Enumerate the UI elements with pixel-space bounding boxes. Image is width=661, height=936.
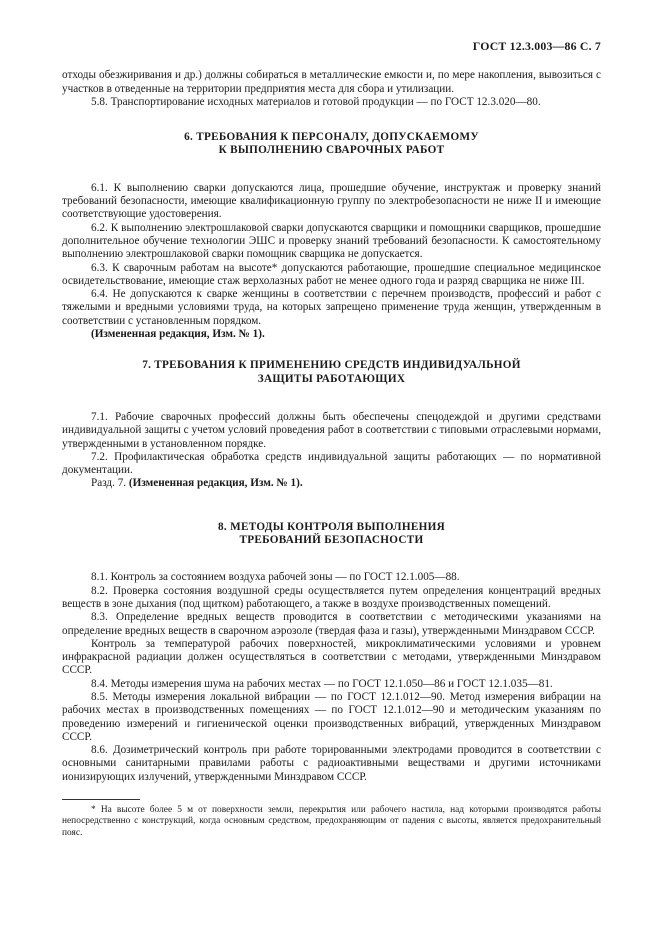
page-header: ГОСТ 12.3.003—86 С. 7 <box>472 39 601 53</box>
section-7-heading-line1: 7. ТРЕБОВАНИЯ К ПРИМЕНЕНИЮ СРЕДСТВ ИНДИВИДУАЛЬНОЙ <box>142 359 521 372</box>
razd-7-prefix: Разд. 7. <box>91 477 127 490</box>
paragraph-8-3: 8.3. Определение вредных веществ проводится в соответствии с методическими указаниями на определение вредных веществ в сварочном аэрозоле (твердая фаза и газы), утвержденными Минздравом СССР. <box>62 611 601 637</box>
section-8-heading <box>62 521 601 548</box>
section-6-heading-line1: 6. ТРЕБОВАНИЯ К ПЕРСОНАЛУ, ДОПУСКАЕМОМУ <box>184 131 479 144</box>
paragraph-6-4: 6.4. Не допускаются к сварке женщины в соответствии с перечнем производств, профессий и работ с тяжелыми и вредными условиями труда, на которых запрещено применение труда женщин, утвержденным в соответствии с установленным порядком. <box>62 288 601 327</box>
edit-note-section-6: (Измененная редакция, Изм. № 1). <box>91 328 265 341</box>
paragraph-5-8: 5.8. Транспортирование исходных материалов и готовой продукции — по ГОСТ 12.3.020—80. <box>91 95 541 108</box>
section-8-heading-line2: ТРЕБОВАНИЙ БЕЗОПАСНОСТИ <box>239 534 424 547</box>
paragraph-6-1: 6.1. К выполнению сварки допускаются лица, прошедшие обучение, инструктаж и проверку знаний требований безопасности, имеющие квалификационную группу по электробезопасности не ниже II и имеющие соответствующие удостоверения. <box>62 181 601 221</box>
paragraph-7-1: 7.1. Рабочие сварочных профессий должны быть обеспечены спецодеждой и другими средствами индивидуальной защиты с учетом условий проведения работ в соответствии с типовыми отраслевыми нормами, утвержденными в установленном порядке. <box>62 410 601 450</box>
footnote-divider <box>62 799 140 800</box>
paragraph-8-2: 8.2. Проверка состояния воздушной среды осуществляется путем определения концентраций вредных веществ в зоне дыхания (под щитком) работающего, а также в воздухе производственных помещений. <box>62 584 601 610</box>
section-6-heading-line2: К ВЫПОЛНЕНИЮ СВАРОЧНЫХ РАБОТ <box>218 144 445 157</box>
paragraph-8-1: 8.1. Контроль за состоянием воздуха рабочей зоны — по ГОСТ 12.1.005—88. <box>91 571 460 584</box>
paragraph-8-6: 8.6. Дозиметрический контроль при работе торированными электродами проводится в соответствии с основными санитарными правилами работы с радиоактивными веществами и другими источниками ионизирующих излучений, утвержденными Минздравом СССР. <box>62 744 601 783</box>
razd-7-edit: (Измененная редакция, Изм. № 1). <box>128 477 303 490</box>
section-6-heading <box>62 131 601 158</box>
section-7-heading-line2: ЗАЩИТЫ РАБОТАЮЩИХ <box>257 372 406 385</box>
paragraph-7-2: 7.2. Профилактическая обработка средств индивидуальной защиты работающих — по нормативной документации. <box>62 450 601 477</box>
paragraph-8-3-continued: Контроль за температурой рабочих поверхностей, микроклиматическими условиями и уровнем инфракрасной радиации должен осуществляться в соответствии с методами, утвержденными Минздравом СССР. <box>62 637 601 677</box>
paragraph-continuation: отходы обезжиривания и др.) должны собираться в металлические емкости и, по мере накопления, вывозиться с участков в отведенные на территории предприятия места для сбора и утилизации. <box>62 69 601 95</box>
section-8-heading-line1: 8. МЕТОДЫ КОНТРОЛЯ ВЫПОЛНЕНИЯ <box>218 520 445 533</box>
paragraph-6-2: 6.2. К выполнению электрошлаковой сварки допускаются сварщики и помощники сварщиков, прошедшие дополнительное обучение технологии ЭШС и проверку знаний требований безопасности. К самостоятельному выполнению электрошлаковой сварки помощник сварщика не допускается. <box>62 221 601 261</box>
paragraph-8-4: 8.4. Методы измерения шума на рабочих местах — по ГОСТ 12.1.050—86 и ГОСТ 12.1.035—81. <box>91 677 553 690</box>
paragraph-8-5: 8.5. Методы измерения локальной вибрации — по ГОСТ 12.1.012—90. Метод измерения вибрации на рабочих местах в производственных помещениях — по ГОСТ 12.1.012—90 и методическим указаниям по проведению измерений и гигиенической оценки производственных вибраций, утвержденных Минздравом СССР. <box>62 690 601 743</box>
razd-7-note <box>62 477 601 490</box>
footnote: * На высоте более 5 м от поверхности земли, перекрытия или рабочего настила, над которыми производятся работы непосредственно с конструкций, когда основным средством, предохраняющим от падения с высоты, является предохранительный пояс. <box>62 805 601 838</box>
paragraph-6-3: 6.3. К сварочным работам на высоте* допускаются работающие, прошедшие специальное медицинское освидетельствование, имеющие стаж верхолазных работ не менее одного года и разряд сварщика не ниже III. <box>62 261 601 287</box>
section-7-heading <box>62 359 601 386</box>
